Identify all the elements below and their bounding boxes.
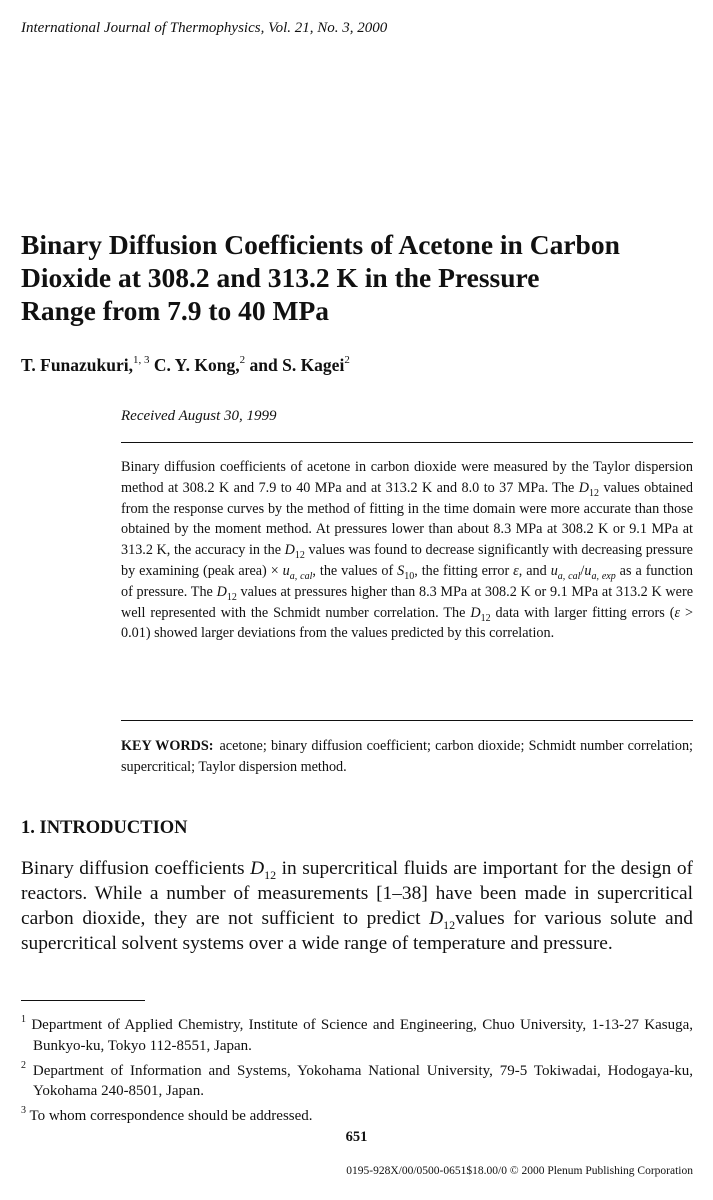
footnote-text: Department of Information and Systems, Yokohama National University, 79-5 Tokiwadai, Hodogaya-ku, Yokohama 240-8501, Japan. [32,1062,694,1100]
footnote [21,1102,693,1127]
title-line: Range from 7.9 to 40 MPa [21,295,330,326]
copyright-line: 0195-928X/00/0500-0651$18.00/0 © 2000 Plenum Publishing Corporation [346,1165,693,1177]
abstract-top-rule [121,442,693,443]
paper-title [21,228,701,327]
author-list [21,355,350,376]
footnote-marker: 2 [21,1059,26,1071]
received-date: Received August 30, 1999 [121,408,277,424]
affiliation-marker: 1, 3 [133,354,150,367]
keywords [121,736,693,778]
abstract-bottom-rule [121,720,693,721]
affiliation-marker: 2 [344,354,350,367]
footnote-marker: 3 [21,1105,26,1117]
keywords-label: KEY WORDS: [121,738,214,754]
author-name: C. Y. Kong, [153,355,240,375]
title-line: Binary Diffusion Coefficients of Acetone in Carbon [21,229,620,260]
footnote-text: Department of Applied Chemistry, Institute of Science and Engineering, Chuo University, 1-13-27 Kasuga, Bunkyo-ku, Tokyo 112-8551, Japan. [31,1017,694,1054]
abstract: Binary diffusion coefficients of acetone in carbon dioxide were measured by the Taylor dispersion method at 308.2 K and 7.9 to 40 MPa and at 313.2 K and 8.0 to 37 MPa. The $D_{12}$ values obtained from the response curves by the method of fitting in the time domain were more accurate than those obtained by the moment method. At pressures lower than about 8.3 MPa at 308.2 K or 9.1 MPa at 313.2 K, the accuracy in the $D_{12}$ values was found to decrease significantly with decreasing pressure by examining (peak area) × $u_{a, cal}$, the values of $S_{10}$, the fitting error ε, and $u_{a, cal}/u_{a, exp}$ as a function of pressure. The $D_{12}$ values at pressures higher than 8.3 MPa at 308.2 K or 9.1 MPa at 313.2 K were well represented with the Schmidt number correlation. The $D_{12}$ data with larger fitting errors (ε > 0.01) showed larger deviations from the values predicted by this correlation. [121,459,693,642]
footnote [21,1011,693,1057]
section-heading: 1. INTRODUCTION [21,818,188,838]
footnote-text: To whom correspondence should be addressed. [29,1108,313,1125]
footnotes [21,1011,693,1127]
keywords-text: acetone; binary diffusion coefficient; carbon dioxide; Schmidt number correlation; supercritical; Taylor dispersion method. [121,738,693,775]
introduction-paragraph: Binary diffusion coefficients $D_{12}$ in supercritical fluids are important for the design of reactors. While a number of measurements [1–38] have been made in supercritical carbon dioxide, they are not sufficient to predict $D_{12}values$ for various solute and supercritical solvent systems over a wide range of temperature and pressure. [21,858,693,954]
page-number: 651 [345,1129,368,1145]
author-name: and S. Kagei [249,355,345,375]
title-line: Dioxide at 308.2 and 313.2 K in the Pressure [21,262,540,293]
footnote-rule [21,1000,145,1001]
footnote-marker: 1 [21,1014,26,1025]
affiliation-marker: 2 [239,354,246,367]
footnote [21,1057,693,1103]
journal-header: International Journal of Thermophysics, Vol. 21, No. 3, 2000 [21,20,388,36]
author-name: T. Funazukuri, [21,355,133,375]
